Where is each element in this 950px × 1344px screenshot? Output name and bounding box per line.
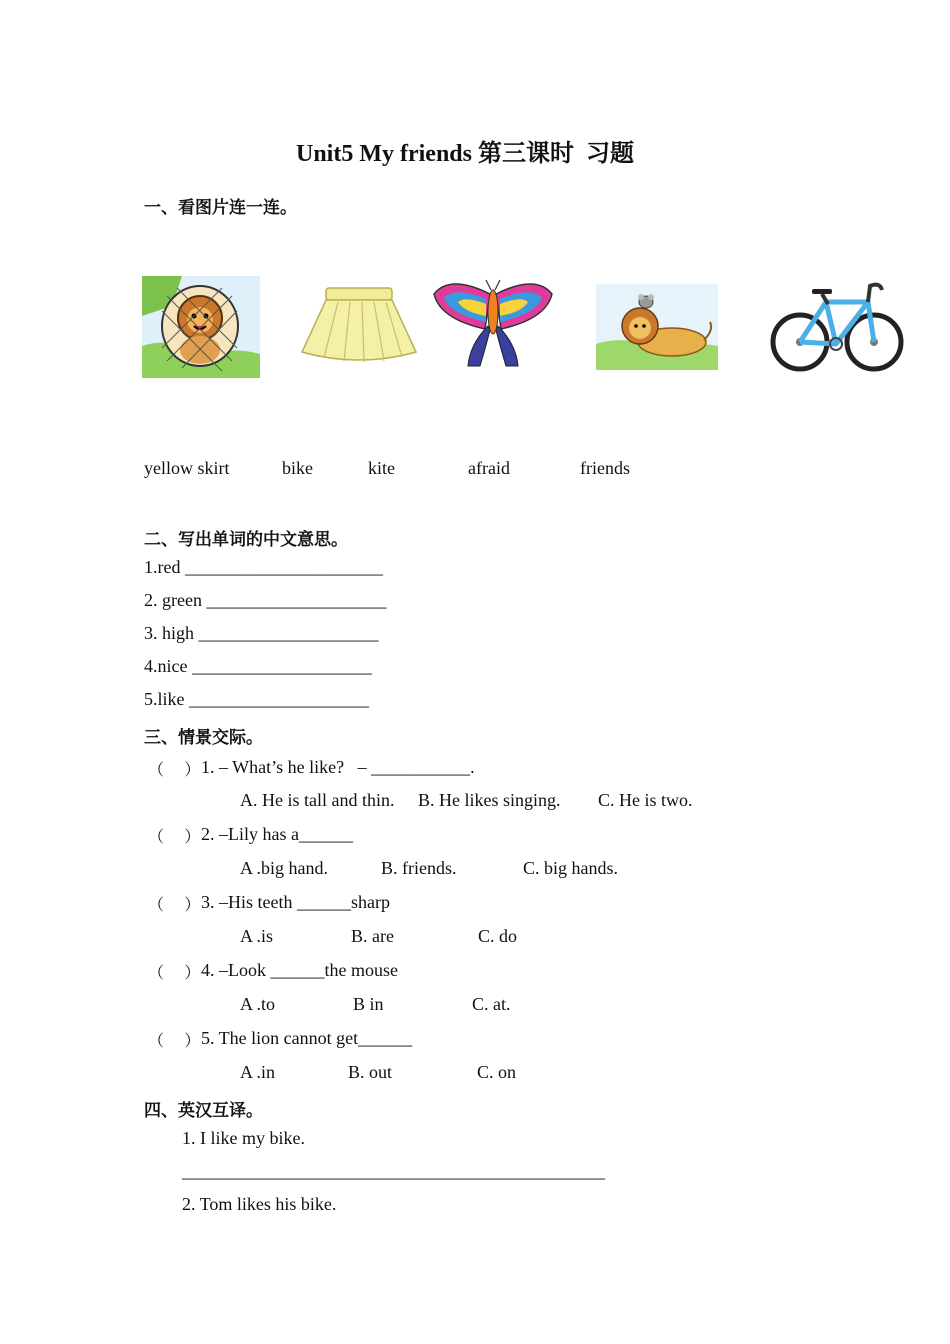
question-5: 5. The lion cannot get______ — [201, 1028, 413, 1048]
question-2: 2. –Lily has a______ — [201, 824, 353, 844]
question-3: 3. –His teeth ______sharp — [201, 892, 390, 912]
q4-option-c: C. at. — [472, 994, 511, 1014]
translate-item-2: 2. Tom likes his bike. — [182, 1194, 337, 1214]
q2-option-b: B. friends. — [381, 858, 457, 878]
translation-item-2: 2. green ____________________ — [144, 590, 387, 610]
q3-option-a: A .is — [240, 926, 274, 946]
question-1: 1. – What’s he like? – ___________. — [201, 757, 475, 777]
lion-in-net-icon — [142, 276, 260, 378]
answer-paren-2: （ ） — [148, 827, 201, 846]
q5-option-a: A .in — [240, 1062, 276, 1082]
q4-option-a: A .to — [240, 994, 276, 1014]
yellow-skirt-icon — [298, 284, 420, 366]
section4-heading: 四、英汉互译。 — [144, 1101, 263, 1121]
word-2: bike — [282, 458, 313, 478]
bike-icon — [770, 272, 904, 380]
butterfly-kite-icon — [430, 274, 556, 376]
answer-paren-5: （ ） — [148, 1031, 201, 1050]
q5-option-c: C. on — [477, 1062, 517, 1082]
q1-option-b: B. He likes singing. — [418, 790, 561, 810]
translate-item-1: 1. I like my bike. — [182, 1128, 305, 1148]
q5-option-b: B. out — [348, 1062, 393, 1082]
q1-option-c: C. He is two. — [598, 790, 693, 810]
word-3: kite — [368, 458, 395, 478]
section2-heading: 二、写出单词的中文意思。 — [144, 530, 348, 550]
answer-paren-1: （ ） — [148, 760, 201, 779]
translation-item-5: 5.like ____________________ — [144, 689, 369, 709]
q4-option-b: B in — [353, 994, 384, 1014]
answer-paren-3: （ ） — [148, 895, 201, 914]
q2-option-c: C. big hands. — [523, 858, 619, 878]
page-title: Unit5 My friends 第三课时 习题 — [296, 141, 634, 167]
q3-option-c: C. do — [478, 926, 518, 946]
translation-item-1: 1.red ______________________ — [144, 557, 383, 577]
answer-line: _______________________________________________ — [182, 1161, 605, 1181]
question-4: 4. –Look ______the mouse — [201, 960, 398, 980]
word-1: yellow skirt — [144, 458, 230, 478]
translation-item-3: 3. high ____________________ — [144, 623, 379, 643]
translation-item-4: 4.nice ____________________ — [144, 656, 372, 676]
word-4: afraid — [468, 458, 510, 478]
q3-option-b: B. are — [351, 926, 394, 946]
q2-option-a: A .big hand. — [240, 858, 328, 878]
q1-option-a: A. He is tall and thin. — [240, 790, 395, 810]
answer-paren-4: （ ） — [148, 963, 201, 982]
word-5: friends — [580, 458, 630, 478]
section3-heading: 三、情景交际。 — [144, 728, 263, 748]
lion-and-mouse-icon — [596, 284, 718, 370]
section1-heading: 一、看图片连一连。 — [144, 198, 297, 218]
